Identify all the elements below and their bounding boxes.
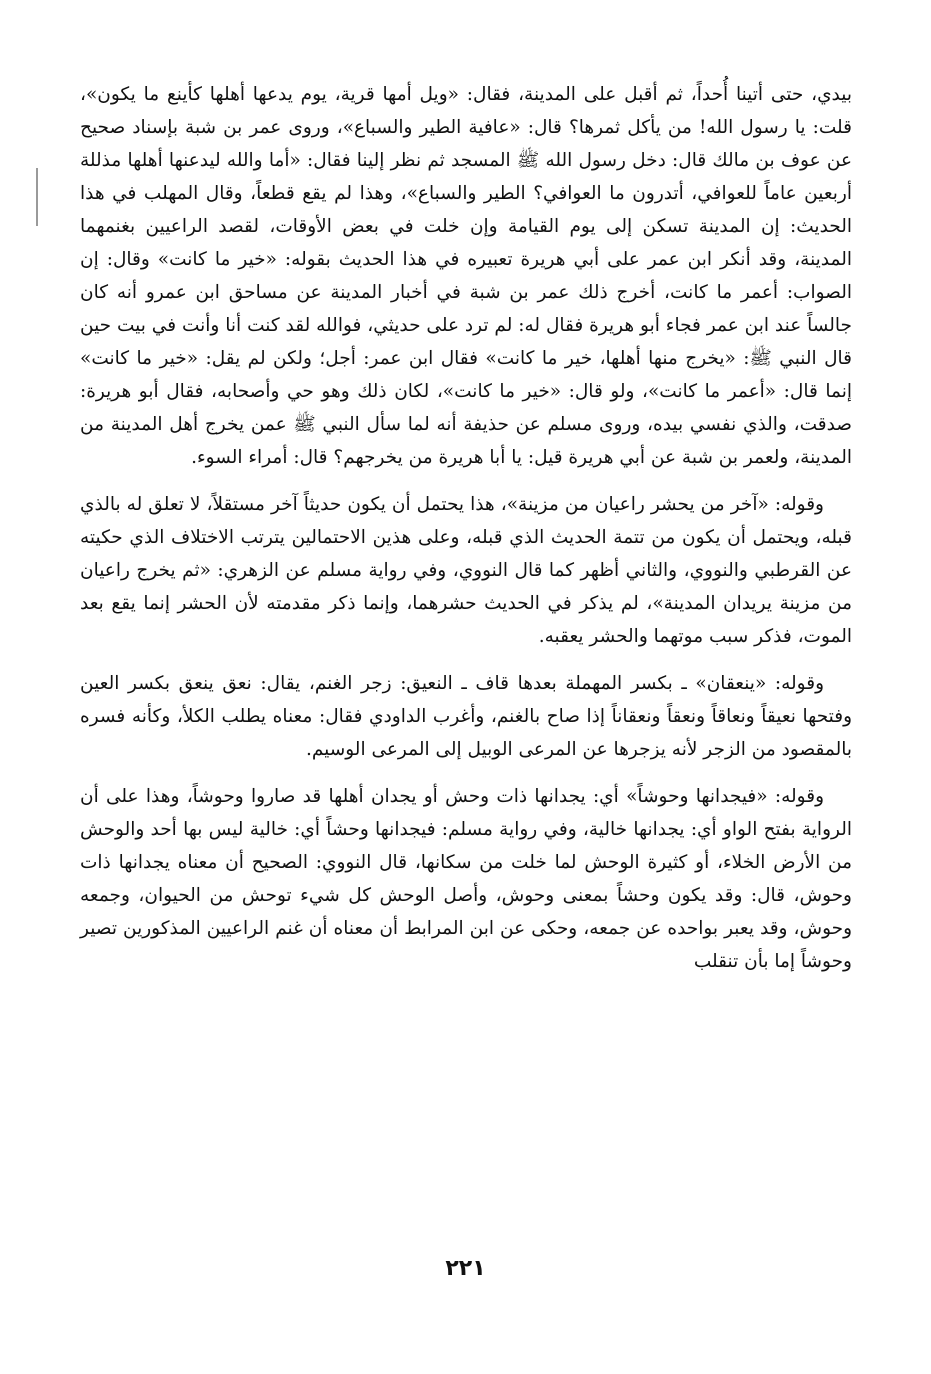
paragraph-3: وقوله: «ينعقان» ـ بكسر المهملة بعدها قاف ـ النعيق: زجر الغنم، يقال: نعق ينعق بكسر العين وفتحها نعيقاً ونعاقاً ونعقاً ونعقاناً إذا صاح بالغنم، وأغرب الداودي فقال: معناه يطلب الكلأ، وكأنه فسره بالمقصود من الزجر لأنه يزجرها عن المرعى الوبيل إلى المرعى الوسيم. — [80, 673, 852, 760]
paragraph-2: وقوله: «آخر من يحشر راعيان من مزينة»، هذا يحتمل أن يكون حديثاً آخر مستقلاً، لا تعلق له بالذي قبله، ويحتمل أن يكون من تتمة الحديث الذي قبله، وعلى هذين الاحتمالين يترتب الاختلاف الذي حكيته عن القرطبي والنووي، والثاني أظهر كما قال النووي، وفي رواية مسلم عن الزهري: «ثم يخرج راعيان من مزينة يريدان المدينة»، لم يذكر في الحديث حشرهما، وإنما ذكر مقدمته لأن الحشر إنما يقع بعد الموت، فذكر سبب موتهما والحشر يعقبه. — [80, 494, 852, 647]
paragraph-4: وقوله: «فيجدانها وحوشاً» أي: يجدانها ذات وحش أو يجدان أهلها قد صاروا وحوشاً، وهذا على أن الرواية بفتح الواو أي: يجدانها خالية، وفي رواية مسلم: فيجدانها وحشاً أي: خالية ليس بها أحد والوحش من الأرض الخلاء، أو كثيرة الوحش لما خلت من سكانها، قال النووي: الصحيح أن معناه يجدانها ذات وحوش، قال: وقد يكون وحشاً بمعنى وحوش، وأصل الوحش كل شيء توحش من الحيوان، وجمعه وحوش، وقد يعبر بواحده عن جمعه، وحكى عن ابن المرابط أن معناه أن غنم الراعيين المذكورين تصير وحوشاً إما بأن تنقلب — [80, 786, 852, 972]
page-number: ٢٢١ — [445, 1256, 486, 1281]
body-text — [80, 78, 852, 992]
margin-mark — [36, 168, 38, 226]
paragraph-1: بيدي، حتى أتينا أُحداً، ثم أقبل على المدينة، فقال: «ويل أمها قرية، يوم يدعها أهلها كأينع ما يكون»، قلت: يا رسول الله! من يأكل ثمرها؟ قال: «عافية الطير والسباع»، وروى عمر بن شبة بإسناد صحيح عن عوف بن مالك قال: دخل رسول الله ﷺ المسجد ثم نظر إلينا فقال: «أما والله ليدعنها أهلها مذللة أربعين عاماً للعوافي، أتدرون ما العوافي؟ الطير والسباع»، وهذا لم يقع قطعاً، وقال المهلب في هذا الحديث: إن المدينة تسكن إلى يوم القيامة وإن خلت في بعض الأوقات، لقصد الراعيين بغنمهما المدينة، وقد أنكر ابن عمر على أبي هريرة تعبيره في هذا الحديث بقوله: «خير ما كانت» وقال: إن الصواب: أعمر ما كانت، أخرج ذلك عمر بن شبة في أخبار المدينة عن مساحق ابن عمرو أنه كان جالساً عند ابن عمر فجاء أبو هريرة فقال له: لم ترد على حديثي، فوالله لقد كنت أنا وأنت في بيت حين قال النبي ﷺ: «يخرج منها أهلها، خير ما كانت» فقال ابن عمر: أجل؛ ولكن لم يقل: «خير ما كانت» إنما قال: «أعمر ما كانت»، ولو قال: «خير ما كانت»، لكان ذلك وهو حي وأصحابه، فقال أبو هريرة: صدقت، والذي نفسي بيده، وروى مسلم عن حذيفة أنه لما سأل النبي ﷺ عمن يخرج أهل المدينة من المدينة، ولعمر بن شبة عن أبي هريرة قيل: يا أبا هريرة من يخرجهم؟ قال: أمراء السوء. — [80, 84, 852, 468]
